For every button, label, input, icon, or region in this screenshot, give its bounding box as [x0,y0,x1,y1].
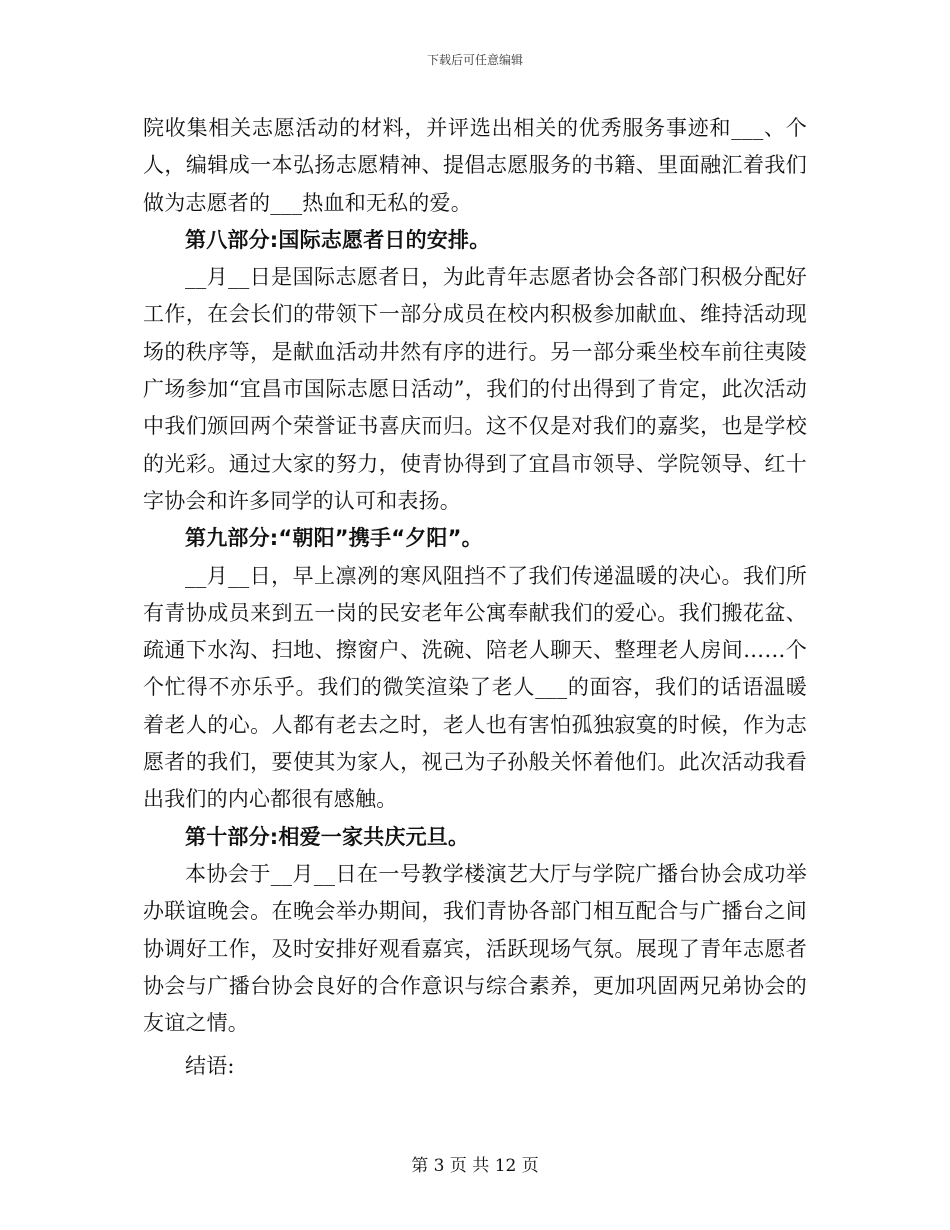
page-header-note: 下载后可任意编辑 [426,53,523,67]
paragraph-continued: 院收集相关志愿活动的材料，并评选出相关的优秀服务事迹和___、个人，编辑成一本弘扬志愿精神、提倡志愿服务的书籍、里面融汇着我们做为志愿者的___热血和无私的爱。 [143,116,807,215]
page-number-footer: 第 3 页 共 12 页 [411,1156,539,1176]
document-body [143,110,807,1086]
section-heading-9: 第九部分:“朝阳”携手“夕阳”。 [185,526,483,551]
section-heading-10: 第十部分:相爱一家共庆元旦。 [185,824,470,849]
paragraph-section-9: __月__日，早上凛冽的寒风阻挡不了我们传递温暖的决心。我们所有青协成员来到五一岗的民安老年公寓奉献我们的爱心。我们搬花盆、疏通下水沟、扫地、擦窗户、洗碗、陪老人聊天、整理老人房间……个个忙得不亦乐乎。我们的微笑渲染了老人___的面容，我们的话语温暖着老人的心。人都有老去之时，老人也有害怕孤独寂寞的时候，作为志愿者的我们，要使其为家人，视己为子孙般关怀着他们。此次活动我看出我们的内心都很有感触。 [143,563,807,812]
paragraph-section-8: __月__日是国际志愿者日，为此青年志愿者协会各部门积极分配好工作，在会长们的带领下一部分成员在校内积极参加献血、维持活动现场的秩序等，是献血活动井然有序的进行。另一部分乘坐校车前往夷陵广场参加“宜昌市国际志愿日活动”，我们的付出得到了肯定，此次活动中我们颁回两个荣誉证书喜庆而归。这不仅是对我们的嘉奖，也是学校的光彩。通过大家的努力，使青协得到了宜昌市领导、学院领导、红十字协会和许多同学的认可和表扬。 [143,265,807,513]
paragraph-section-10: 本协会于__月__日在一号教学楼演艺大厅与学院广播台协会成功举办联谊晚会。在晚会举办期间，我们青协各部门相互配合与广播台之间协调好工作，及时安排好观看嘉宾，活跃现场气氛。展现了青年志愿者协会与广播台协会良好的合作意识与综合素养，更加巩固两兄弟协会的友谊之情。 [143,861,807,1036]
section-heading-8: 第八部分:国际志愿者日的安排。 [185,227,491,252]
closing-label: 结语: [185,1054,235,1079]
